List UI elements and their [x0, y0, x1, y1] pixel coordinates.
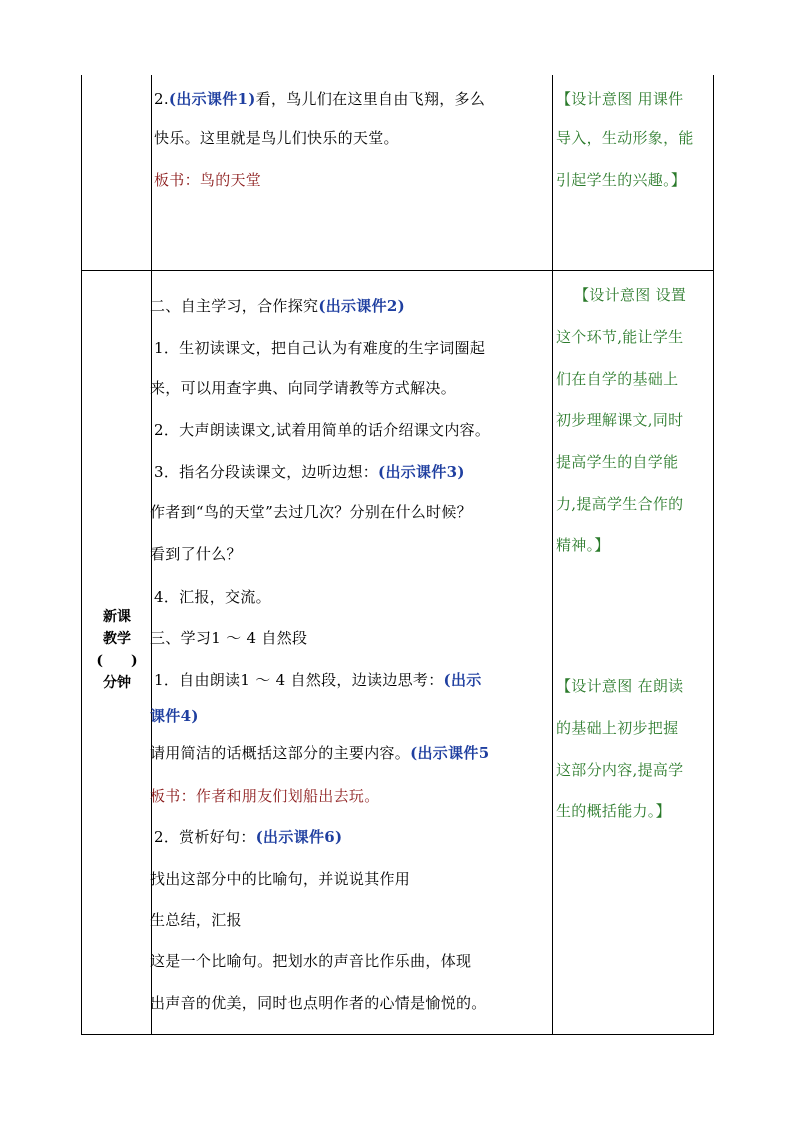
row2-line10	[154, 670, 482, 690]
design-intent-3-line3: 这部分内容,提高学	[556, 761, 684, 779]
design-intent-2-line7: 精神。】	[556, 536, 610, 554]
table-left-border	[81, 75, 82, 1035]
design-intent-1-line2: 导入，生动形象，能	[556, 129, 694, 147]
section-label	[82, 606, 152, 694]
label-line4: 分钟	[103, 675, 131, 691]
design-intent-2-line2: 这个环节,能让学生	[556, 328, 684, 346]
design-intent-3-line4: 生的概括能力。】	[556, 802, 671, 820]
design-intent-2-line4: 初步理解课文,同时	[556, 411, 684, 429]
table-right-border	[713, 75, 714, 1035]
row2-line8: 4．汇报，交流。	[154, 588, 271, 606]
row2-line5-text: 3．指名分段读课文，边听边想：	[154, 463, 379, 481]
row2-line5	[154, 462, 465, 482]
design-intent-2-line5: 提高学生的自学能	[556, 453, 679, 471]
section-heading-2: 二、自主学习，合作探究	[150, 297, 319, 315]
design-intent-3-line2: 的基础上初步把握	[556, 719, 679, 737]
row2-line3: 来，可以用查字典、向同学请教等方式解决。	[150, 379, 457, 397]
courseware-ref: (出示课件2)	[318, 297, 406, 315]
design-intent-1-line1: 【设计意图 用课件	[556, 90, 684, 108]
table-col-divider-2	[552, 75, 553, 1035]
row2-line9: 三、学习1 ～ 4 自然段	[150, 629, 308, 647]
row2-line4: 2．大声朗读课文,试着用简单的话介绍课文内容。	[154, 421, 491, 439]
courseware-ref: (出示	[443, 671, 482, 689]
row1-line1	[154, 89, 485, 109]
board-writing: 板书：鸟的天堂	[154, 171, 262, 189]
design-intent-2-line1: 【设计意图 设置	[574, 286, 687, 304]
design-intent-1-line3: 引起学生的兴趣。】	[556, 171, 687, 189]
row1-line1-text: 看，鸟儿们在这里自由飞翔，多么	[255, 90, 486, 108]
row1-line2: 快乐。这里就是鸟儿们快乐的天堂。	[154, 129, 399, 147]
table-bottom-border	[81, 1034, 714, 1035]
board-writing-2: 板书：作者和朋友们划船出去玩。	[150, 787, 380, 805]
row2-line11: 课件4)	[150, 707, 199, 725]
courseware-ref: (出示课件5	[410, 744, 490, 762]
courseware-ref: (出示课件6)	[255, 828, 343, 846]
design-intent-2-line3: 们在自学的基础上	[556, 370, 679, 388]
row2-line14-text: 2．赏析好句：	[154, 828, 256, 846]
label-line3: ( )	[96, 653, 138, 669]
row2-line10-text: 1．自由朗读1 ～ 4 自然段，边读边思考：	[154, 671, 444, 689]
row2-line15: 找出这部分中的比喻句，并说说其作用	[150, 870, 411, 888]
row2-line12-text: 请用简洁的话概括这部分的主要内容。	[150, 744, 411, 762]
row2-line17: 这是一个比喻句。把划水的声音比作乐曲，体现	[150, 952, 472, 970]
row2-line6: 作者到“鸟的天堂”去过几次？分别在什么时候？	[150, 503, 472, 521]
row2-line1	[150, 296, 405, 316]
row2-line16: 生总结，汇报	[150, 911, 242, 929]
design-intent-3-line1: 【设计意图 在朗读	[556, 677, 684, 695]
label-line2: 教学	[103, 631, 131, 647]
courseware-ref: (出示课件1)	[168, 90, 256, 108]
row2-line18: 出声音的优美，同时也点明作者的心情是愉悦的。	[150, 994, 487, 1012]
row2-line7: 看到了什么？	[150, 545, 242, 563]
row2-line12	[150, 743, 489, 763]
label-line1: 新课	[103, 609, 131, 625]
row2-line2: 1．生初读课文，把自己认为有难度的生字词圈起	[154, 339, 486, 357]
courseware-ref: (出示课件3)	[378, 463, 465, 481]
row-divider	[81, 270, 714, 271]
design-intent-2-line6: 力,提高学生合作的	[556, 495, 684, 513]
row2-line14	[154, 827, 342, 847]
row1-item-number: 2.	[154, 90, 169, 108]
